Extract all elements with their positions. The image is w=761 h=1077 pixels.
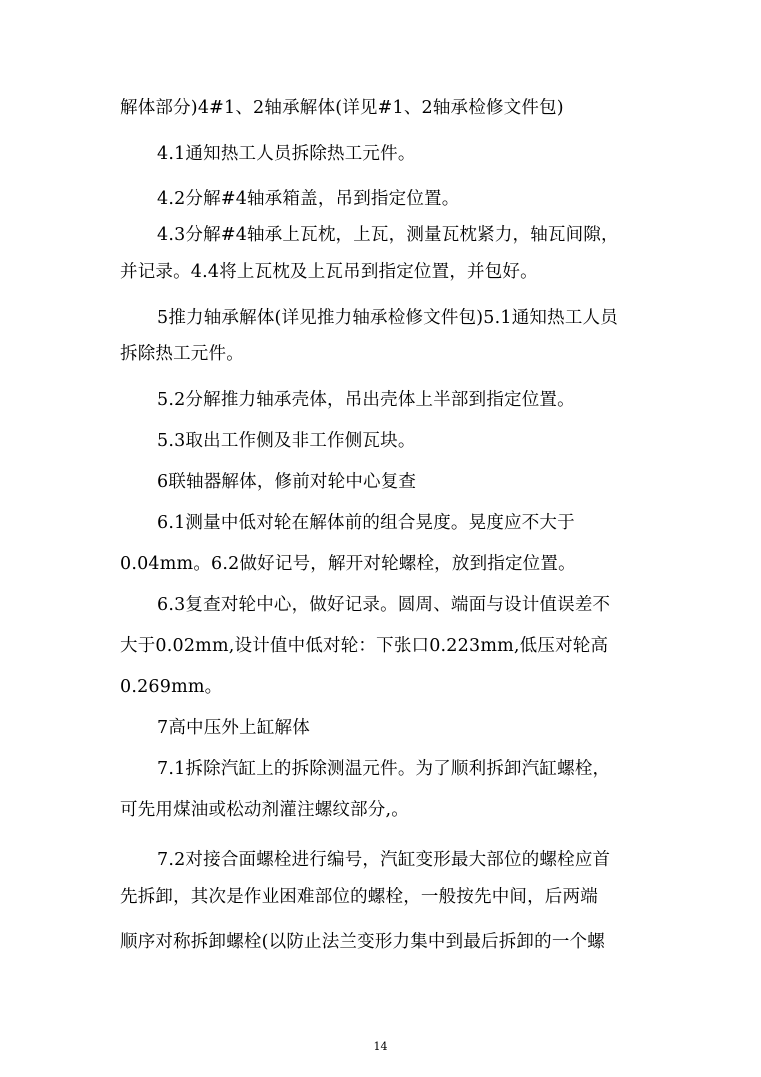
text-line: 大于0.02mm,设计值中低对轮：下张口0.223mm,低压对轮高 [120, 636, 609, 656]
text-line: 6联轴器解体，修前对轮中心复查 [157, 472, 417, 492]
text-line: 5.3取出工作侧及非工作侧瓦块。 [157, 431, 416, 451]
text-line: 5推力轴承解体(详见推力轴承检修文件包)5.1通知热工人员 [157, 308, 618, 328]
text-line: 拆除热工元件。 [120, 344, 244, 364]
text-line: 6.3复查对轮中心，做好记录。圆周、端面与设计值误差不 [157, 595, 611, 615]
text-line: 并记录。4.4将上瓦枕及上瓦吊到指定位置，并包好。 [120, 262, 538, 282]
text-line: 4.2分解#4轴承箱盖，吊到指定位置。 [157, 189, 460, 209]
text-line: 7高中压外上缸解体 [157, 718, 310, 738]
text-line: 顺序对称拆卸螺栓(以防止法兰变形力集中到最后拆卸的一个螺 [120, 932, 605, 952]
text-line: 5.2分解推力轴承壳体，吊出壳体上半部到指定位置。 [157, 390, 575, 410]
text-line: 可先用煤油或松动剂灌注螺纹部分,。 [120, 800, 409, 820]
text-line: 解体部分)4#1、2轴承解体(详见#1、2轴承检修文件包) [120, 98, 564, 118]
text-line: 4.3分解#4轴承上瓦枕，上瓦，测量瓦枕紧力，轴瓦间隙， [157, 225, 619, 245]
page-number: 14 [373, 1040, 388, 1053]
text-line: 0.04mm。6.2做好记号，解开对轮螺栓，放到指定位置。 [120, 554, 576, 574]
text-line: 先拆卸，其次是作业困难部位的螺栓，一般按先中间，后两端 [120, 887, 598, 907]
text-line: 0.269mm。 [120, 677, 223, 697]
text-line: 4.1通知热工人员拆除热工元件。 [157, 144, 416, 164]
text-line: 7.2对接合面螺栓进行编号，汽缸变形最大部位的螺栓应首 [157, 850, 611, 870]
text-line: 6.1测量中低对轮在解体前的组合晃度。晃度应不大于 [157, 513, 575, 533]
text-line: 7.1拆除汽缸上的拆除测温元件。为了顺利拆卸汽缸螺栓， [157, 759, 611, 779]
